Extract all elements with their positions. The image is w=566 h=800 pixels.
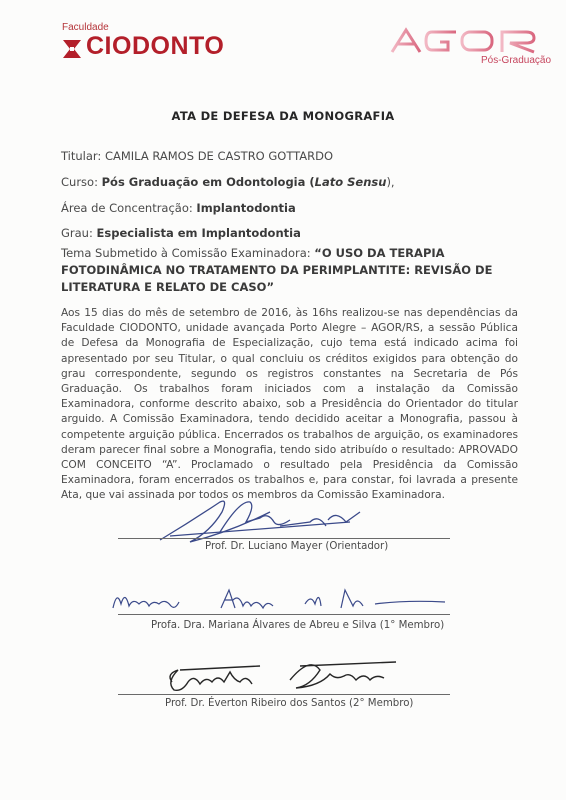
signature-line-2 <box>118 614 450 615</box>
curso-label: Curso: <box>61 175 98 189</box>
titular-label: Titular: <box>61 149 102 163</box>
area-value: Implantodontia <box>196 201 296 215</box>
signature-name-orientador: Prof. Dr. Luciano Mayer (Orientador) <box>205 541 389 552</box>
logo-faculdade-text: Faculdade <box>62 22 109 33</box>
curso-value: Pós Graduação em Odontologia <box>101 175 306 189</box>
titular-field <box>61 149 333 163</box>
grau-value: Especialista em Implantodontia <box>96 226 301 240</box>
signature-line-3 <box>118 694 450 695</box>
ciodonto-logo <box>58 22 258 72</box>
curso-paren-open: ( <box>305 175 315 189</box>
curso-paren-close: ), <box>386 175 395 189</box>
curso-field <box>61 175 395 189</box>
tema-field <box>61 245 521 296</box>
curso-italic: Lato Sensu <box>314 175 387 189</box>
titular-value: CAMILA RAMOS DE CASTRO GOTTARDO <box>104 149 334 163</box>
tema-value: “O USO DA TERAPIA FOTODINÂMICA NO TRATAMENTO DA PERIMPLANTITE: REVISÃO DE LITERATURA E RELATO DE CASO” <box>61 246 493 294</box>
area-label: Área de Concentração: <box>61 201 193 215</box>
signature-name-membro-1: Profa. Dra. Mariana Álvares de Abreu e Silva (1° Membro) <box>151 620 445 631</box>
document-title: ATA DE DEFESA DA MONOGRAFIA <box>171 109 395 123</box>
signature-membro-1 <box>105 580 465 616</box>
signature-line-1 <box>118 538 450 539</box>
agor-logo <box>386 26 556 74</box>
ata-body-paragraph: Aos 15 dias do mês de setembro de 2016, às 16hs realizou-se nas dependências da Faculdade CIODONTO, unidade avançada Porto Alegre – AGOR/RS, a sessão Pública de Defesa da Monografia de Especialização, cujo tema está indicado acima foi apresentado por seu Titular, o qual concluiu os créditos exigidos para obtenção do grau correspondente, segundo os registros constantes na Secretaria de Pós Graduação. Os trabalhos foram iniciados com a instalação da Comissão Examinadora, conforme descrito abaixo, sob a Presidência do Orientador do titular arguido. A Comissão Examinadora, tendo decidido aceitar a Monografia, passou à competente arguição pública. Encerrados os trabalhos de arguição, os examinadores deram parecer final sobre a Monografia, tendo sido atribuído o resultado: APROVADO COM CONCEITO “A”. Proclamado o resultado pela Presidência da Comissão Examinadora, foram encerrados os trabalhos e, para constar, foi lavrada a presente Ata, que vai assinada por todos os membros da Comissão Examinadora. <box>61 307 518 502</box>
grau-label: Grau: <box>61 226 93 240</box>
tema-label: Tema Submetido à Comissão Examinadora: <box>61 246 311 260</box>
logo-ciodonto-text: CIODONTO <box>86 32 225 60</box>
area-field <box>61 201 296 215</box>
grau-field <box>61 226 301 240</box>
signature-membro-2 <box>160 652 410 698</box>
signature-name-membro-2: Prof. Dr. Éverton Ribeiro dos Santos (2° Membro) <box>165 698 414 709</box>
logo-pos-graduacao-text: Pós-Graduação <box>481 55 552 66</box>
tooth-mark-icon <box>61 38 83 60</box>
agor-wordmark-icon <box>386 26 556 56</box>
